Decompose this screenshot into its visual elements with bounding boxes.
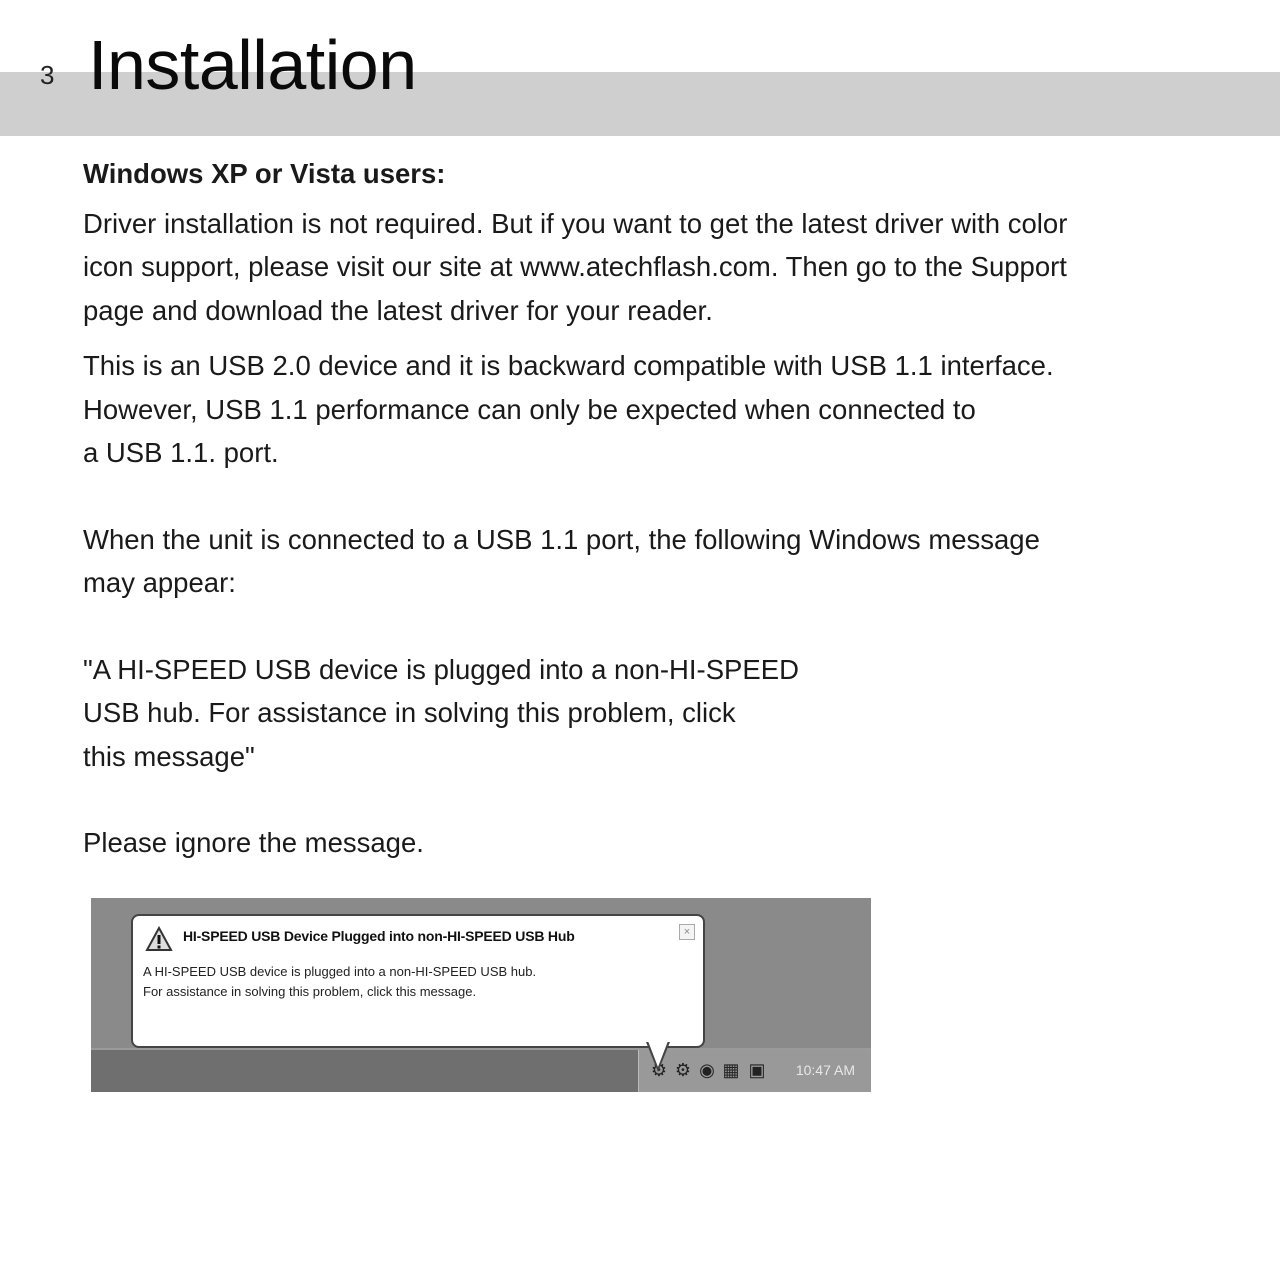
text-line: When the unit is connected to a USB 1.1 port, the following Windows message xyxy=(83,523,1040,555)
paragraph-driver xyxy=(83,202,1163,333)
text-line: Driver installation is not required. But if you want to get the latest driver with color xyxy=(83,207,1068,239)
text-line: this message" xyxy=(83,740,255,772)
text-line: page and download the latest driver for your reader. xyxy=(83,294,713,326)
spacer xyxy=(83,605,1163,648)
balloon-line: A HI-SPEED USB device is plugged into a non-HI-SPEED USB hub. xyxy=(143,964,537,979)
text-line: However, USB 1.1 performance can only be expected when connected to xyxy=(83,393,976,425)
screenshot-figure xyxy=(91,898,871,1092)
text-line: USB hub. For assistance in solving this problem, click xyxy=(83,697,736,728)
usb-tray-icon[interactable]: ⚙ xyxy=(674,1060,692,1080)
page-title: Installation xyxy=(88,26,417,104)
text-line: "A HI-SPEED USB device is plugged into a non-HI-SPEED xyxy=(83,653,799,685)
spacer xyxy=(83,778,1163,821)
clock: 10:47 AM xyxy=(795,1062,855,1078)
hardware-tray-icon[interactable]: ▦ xyxy=(722,1060,740,1080)
text-line: icon support, please visit our site at www.atechflash.com. Then go to the Support xyxy=(83,251,1067,282)
warning-icon xyxy=(145,926,173,952)
balloon-tail-inner xyxy=(648,1041,668,1067)
display-tray-icon[interactable]: ▣ xyxy=(748,1060,766,1080)
paragraph-usb-compat xyxy=(83,344,1163,475)
taskbar xyxy=(91,1048,871,1092)
system-tray xyxy=(638,1050,871,1092)
text-line: a USB 1.1. port. xyxy=(83,437,279,468)
balloon-body xyxy=(143,962,536,1002)
content xyxy=(83,152,1163,865)
page-number: 3 xyxy=(40,60,55,90)
paragraph-message-intro xyxy=(83,518,1163,605)
paragraph-quoted-message xyxy=(83,648,1163,779)
shield-tray-icon[interactable]: ⚙ xyxy=(650,1060,668,1080)
text-line: may appear: xyxy=(83,567,236,598)
network-tray-icon[interactable]: ◉ xyxy=(699,1060,715,1080)
paragraph-ignore: Please ignore the message. xyxy=(83,827,424,858)
balloon-line: For assistance in solving this problem, click this message. xyxy=(143,984,477,999)
text-line: This is an USB 2.0 device and it is backward compatible with USB 1.1 interface. xyxy=(83,350,1054,381)
close-icon[interactable]: × xyxy=(679,924,695,940)
balloon-title: HI-SPEED USB Device Plugged into non-HI-SPEED USB Hub xyxy=(183,928,575,944)
notification-balloon[interactable] xyxy=(131,914,705,1048)
spacer xyxy=(83,475,1163,518)
subheading: Windows XP or Vista users: xyxy=(83,158,446,189)
